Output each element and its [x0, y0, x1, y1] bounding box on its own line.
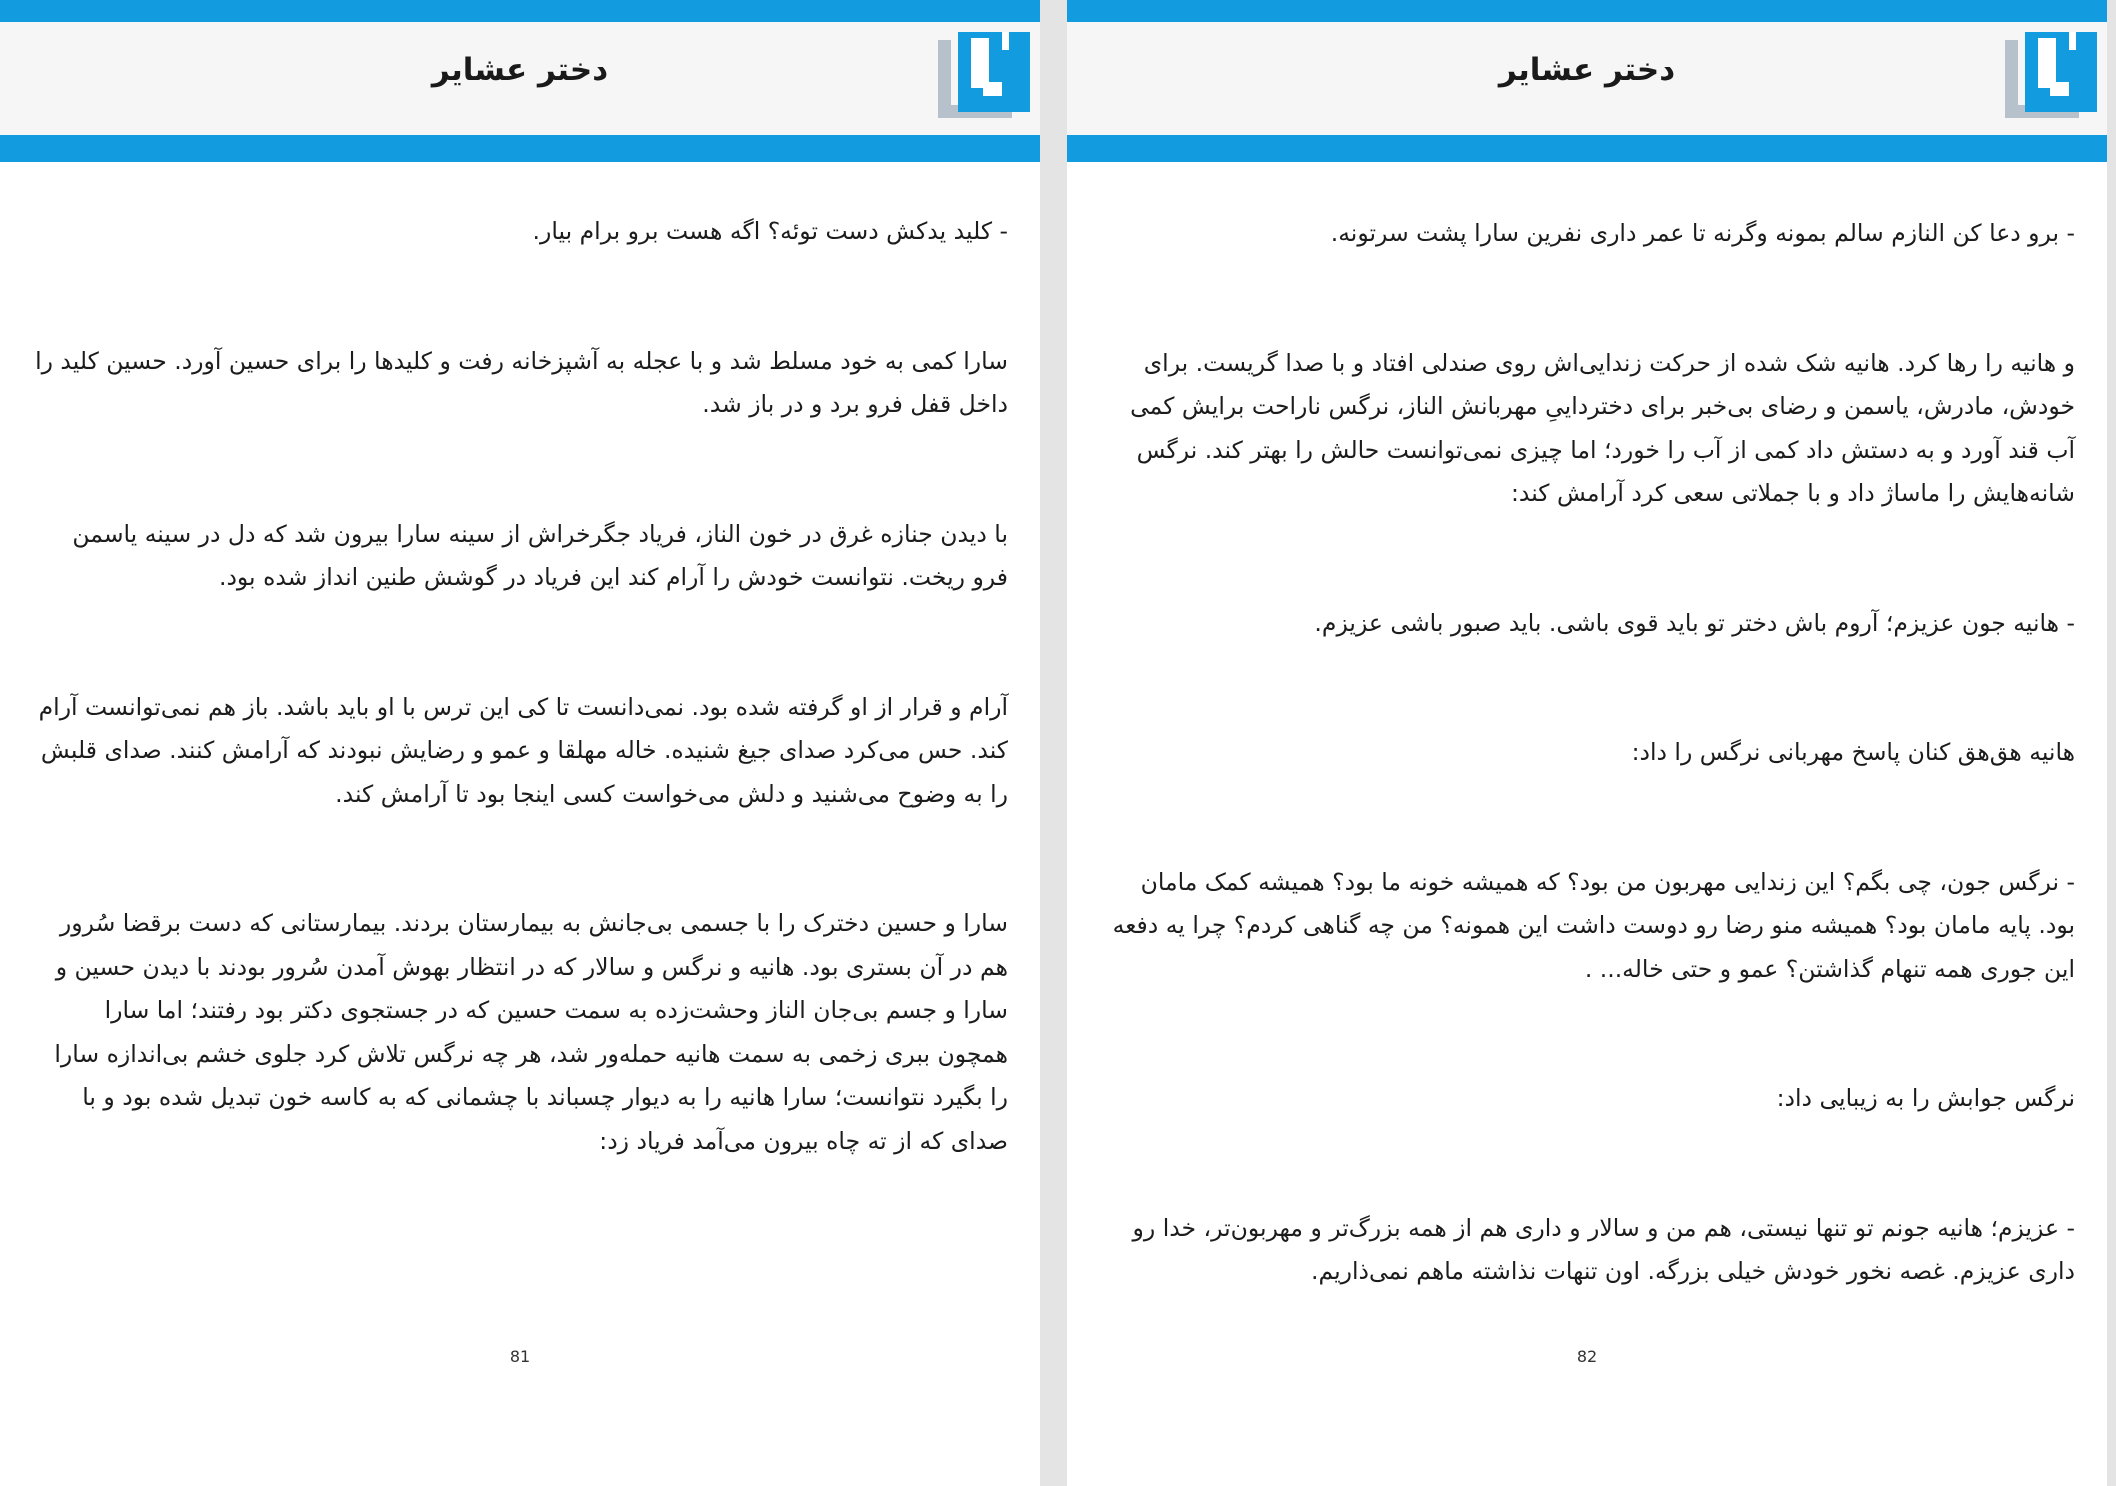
book-page-right — [1067, 0, 2107, 1486]
publisher-logo-icon — [938, 32, 1030, 120]
header-bottom-bar — [0, 135, 1040, 162]
header-top-bar — [0, 0, 1040, 22]
page-number: 82 — [1576, 1347, 1598, 1366]
paragraph: نرگس جوابش را به زیبایی داد: — [1776, 1084, 2075, 1112]
paragraph: - کلید یدکش دست توئه؟ اگه هست برو برام بیار. — [532, 217, 1008, 245]
book-page-left — [0, 0, 1040, 1486]
paragraph: هانیه هق‌هق کنان پاسخ مهربانی نرگس را داد: — [1631, 738, 2075, 766]
book-title: دختر عشایر — [431, 52, 609, 88]
page-number: 81 — [509, 1347, 531, 1366]
paragraph: - برو دعا کن النازم سالم بمونه وگرنه تا عمر داری نفرین سارا پشت سرتونه. — [1330, 219, 2075, 247]
page-text — [32, 210, 1008, 1249]
paragraph: - هانیه جون عزیزم؛ آروم باش دختر تو باید قوی باشی. باید صبور باشی عزیزم. — [1314, 608, 2075, 637]
paragraph: سارا و حسین دخترک را با جسمی بی‌جانش به بیمارستان بردند. بیمارستانی که دست برقضا سُرور هم در آن بستری بود. هانیه و نرگس و سالار که در انتظار بهوش آمدن سُرور بودند با دیدن حسین و سارا و جسم بی‌جان الناز وحشت‌زده به سمت حسین که در جستجوی دکتر بود رفتند؛ اما سارا همچون ببری زخمی به سمت هانیه حمله‌ور شد، هر چه نرگس تلاش کرد جلوی خشم بی‌اندازه سارا را بگیرد نتوانست؛ سارا هانیه را به دیوار چسباند با چشمانی که به کاسه خون تبدیل شده بود و با صدای که از ته چاه بیرون می‌آمد فریاد زد: — [54, 909, 1008, 1155]
book-title: دختر عشایر — [1498, 52, 1676, 88]
paragraph: با دیدن جنازه غرق در خون الناز، فریاد جگرخراش از سینه سارا بیرون شد که دل در سینه یاسمن فرو ریخت. نتوانست خودش را آرام کند این فریاد در گوشش طنین انداز شده بود. — [72, 519, 1008, 591]
header-top-bar — [1067, 0, 2107, 22]
paragraph: سارا کمی به خود مسلط شد و با عجله به آشپزخانه رفت و کلیدها را برای حسین آورد. حسین کلید را داخل قفل فرو برد و در باز شد. — [35, 346, 1008, 418]
page-text — [1099, 212, 2075, 1380]
header-bottom-bar — [1067, 135, 2107, 162]
paragraph: آرام و قرار از او گرفته شده بود. نمی‌دانست تا کی این ترس با او باید باشد. باز هم نمی‌توانست آرام کند. حس می‌کرد صدای جیغ شنیده. خاله مهلقا و عمو و رضایش نبودند که آرامش کنند. صدای قلبش را به وضوح می‌شنید و دلش می‌خواست کسی اینجا بود تا آرامش کند. — [38, 692, 1008, 808]
paragraph: و هانیه را رها کرد. هانیه شک شده از حرکت زندایی‌اش روی صندلی افتاد و با صدا گریست. برای خودش، مادرش، یاسمن و رضای بی‌خبر برای دخترداییِ مهربانش الناز، نرگس ناراحت برایش کمی آب قند آورد و به دستش داد کمی از آب را خورد؛ اما چیزی نمی‌توانست حالش را بهتر کند. نرگس شانه‌هایش را ماساژ داد و با جملاتی سعی کرد آرامش کند: — [1130, 348, 2075, 507]
paragraph: - عزیزم؛ هانیه جونم تو تنها نیستی، هم من و سالار و داری هم از همه بزرگ‌تر و مهربون‌تر، خدا رو داری عزیزم. غصه نخور خودش خیلی بزرگه. اون تنهات نذاشته ماهم نمی‌ذاریم. — [1132, 1213, 2075, 1285]
paragraph: - نرگس جون، چی بگم؟ این زندایی مهربون من بود؟ که همیشه خونه ما بود؟ همیشه کمک مامان بود. پایه مامان بود؟ همیشه منو رضا رو دوست داشت این همونه؟ من چه گناهی کردم؟ چرا یه دفعه این جوری همه تنهام گذاشتن؟ عمو و حتی خاله... . — [1112, 867, 2075, 983]
publisher-logo-icon — [2005, 32, 2097, 120]
